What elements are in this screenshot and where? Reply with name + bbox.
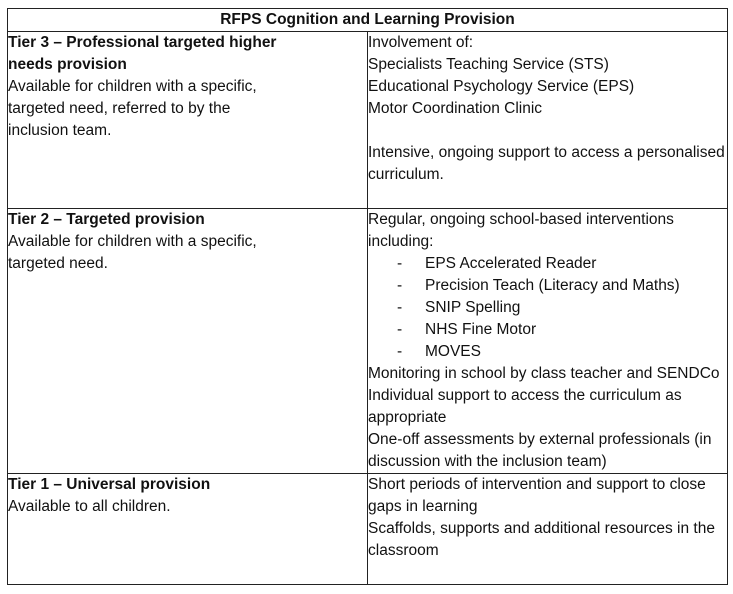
tier3-service: Educational Psychology Service (EPS) — [368, 78, 635, 95]
tier2-label-cell — [8, 209, 368, 474]
blank-line — [368, 120, 727, 142]
tier1-row — [8, 474, 728, 585]
tier2-individual-line1: Individual support to access the curriculum as — [368, 387, 682, 404]
tier1-heading: Tier 1 – Universal provision — [8, 476, 211, 493]
tier3-service: Specialists Teaching Service (STS) — [368, 56, 609, 73]
tier1-line2: gaps in learning — [368, 498, 478, 515]
intervention-item: - SNIP Spelling — [368, 297, 727, 319]
tier2-desc-line2: targeted need. — [8, 255, 108, 272]
tier3-desc-line2: targeted need, referred to by the — [8, 100, 231, 117]
table-title: RFPS Cognition and Learning Provision — [8, 9, 728, 32]
tier1-line4: classroom — [368, 542, 439, 559]
tier3-heading-line1: Tier 3 – Professional targeted higher — [8, 34, 277, 51]
tier2-heading: Tier 2 – Targeted provision — [8, 211, 205, 228]
tier3-label-cell — [8, 32, 368, 209]
tier1-label-cell — [8, 474, 368, 585]
tier3-row — [8, 32, 728, 209]
tier2-row — [8, 209, 728, 474]
tier1-line1: Short periods of intervention and support to close — [368, 476, 706, 493]
intervention-item: - MOVES — [368, 341, 727, 363]
tier3-desc-line1: Available for children with a specific, — [8, 78, 257, 95]
tier3-service: Motor Coordination Clinic — [368, 100, 543, 117]
tier3-intro: Involvement of: — [368, 34, 474, 51]
tier3-desc-line3: inclusion team. — [8, 122, 112, 139]
intervention-list — [368, 253, 727, 363]
intervention-item: - NHS Fine Motor — [368, 319, 727, 341]
tier1-line3: Scaffolds, supports and additional resources in the — [368, 520, 715, 537]
tier2-monitoring: Monitoring in school by class teacher and SENDCo — [368, 365, 720, 382]
tier2-intro-line1: Regular, ongoing school-based interventions — [368, 211, 674, 228]
tier2-assessment-line2: discussion with the inclusion team) — [368, 453, 607, 470]
tier3-support-line1: Intensive, ongoing support to access a personalised — [368, 144, 725, 161]
tier3-heading-line2: needs provision — [8, 56, 127, 73]
tier3-detail-cell — [368, 32, 728, 209]
provision-table — [7, 8, 728, 585]
tier2-intro-line2: including: — [368, 233, 434, 250]
intervention-item: - Precision Teach (Literacy and Maths) — [368, 275, 727, 297]
tier2-desc-line1: Available for children with a specific, — [8, 233, 257, 250]
tier2-individual-line2: appropriate — [368, 409, 447, 426]
tier2-assessment-line1: One-off assessments by external professionals (in — [368, 431, 712, 448]
tier3-support-line2: curriculum. — [368, 166, 444, 183]
tier1-detail-cell — [368, 474, 728, 585]
title-row — [8, 9, 728, 32]
tier1-desc: Available to all children. — [8, 498, 171, 515]
intervention-item: - EPS Accelerated Reader — [368, 253, 727, 275]
tier2-detail-cell — [368, 209, 728, 474]
